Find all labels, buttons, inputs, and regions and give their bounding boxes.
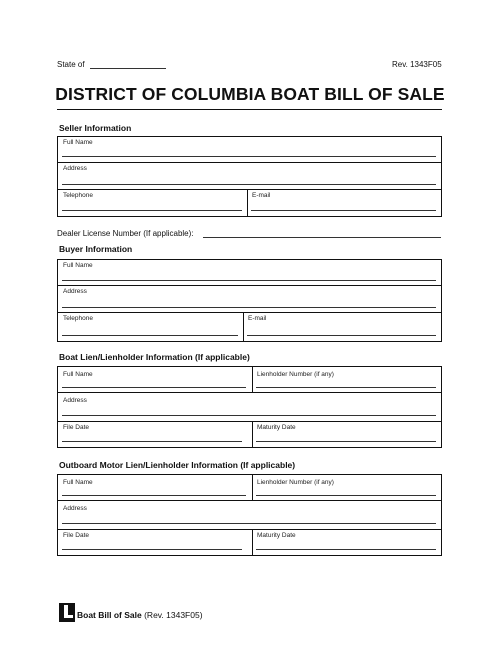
boat-lien-maturity-date-field[interactable] xyxy=(256,441,436,442)
motor-lien-lienholder-number-field[interactable] xyxy=(256,495,436,496)
seller-full-name-label: Full Name xyxy=(63,139,93,146)
seller-heading: Seller Information xyxy=(59,123,132,133)
buyer-telephone-field[interactable] xyxy=(62,335,238,336)
motor-lien-lienholder-number-label: Lienholder Number (if any) xyxy=(257,479,334,486)
motor-lien-address-label: Address xyxy=(63,505,87,512)
seller-box xyxy=(57,136,442,217)
buyer-email-label: E-mail xyxy=(248,315,267,322)
boat-lien-full-name-field[interactable] xyxy=(62,387,246,388)
boat-lien-heading: Boat Lien/Lienholder Information (If applicable) xyxy=(59,352,250,362)
state-input-line[interactable] xyxy=(90,68,166,69)
title-rule xyxy=(57,109,442,110)
buyer-telephone-label: Telephone xyxy=(63,315,93,322)
revision-label: Rev. 1343F05 xyxy=(392,60,442,69)
footer-revision: (Rev. 1343F05) xyxy=(144,610,203,620)
seller-address-label: Address xyxy=(63,165,87,172)
footer-text xyxy=(77,610,203,620)
boat-lien-file-date-label: File Date xyxy=(63,424,90,431)
boat-lien-full-name-label: Full Name xyxy=(63,371,93,378)
motor-lien-file-date-label: File Date xyxy=(63,532,90,539)
dealer-license-field[interactable] xyxy=(203,237,441,238)
buyer-box xyxy=(57,259,442,342)
motor-lien-box xyxy=(57,474,442,556)
motor-lien-address-field[interactable] xyxy=(62,523,436,524)
seller-telephone-field[interactable] xyxy=(62,210,242,211)
boat-lien-lienholder-number-label: Lienholder Number (if any) xyxy=(257,371,334,378)
boat-lien-file-date-field[interactable] xyxy=(62,441,242,442)
boat-lien-address-field[interactable] xyxy=(62,415,436,416)
motor-lien-full-name-label: Full Name xyxy=(63,479,93,486)
buyer-email-field[interactable] xyxy=(247,335,436,336)
seller-address-field[interactable] xyxy=(62,184,436,185)
seller-email-field[interactable] xyxy=(251,210,436,211)
buyer-full-name-label: Full Name xyxy=(63,262,93,269)
buyer-address-field[interactable] xyxy=(62,307,436,308)
motor-lien-maturity-date-label: Maturity Date xyxy=(257,532,296,539)
buyer-full-name-field[interactable] xyxy=(62,280,436,281)
seller-full-name-field[interactable] xyxy=(62,156,436,157)
buyer-heading: Buyer Information xyxy=(59,244,133,254)
seller-email-label: E-mail xyxy=(252,192,271,199)
boat-lien-box xyxy=(57,366,442,448)
document-title: DISTRICT OF COLUMBIA BOAT BILL OF SALE xyxy=(55,84,445,104)
seller-telephone-label: Telephone xyxy=(63,192,93,199)
motor-lien-full-name-field[interactable] xyxy=(62,495,246,496)
state-label: State of xyxy=(57,60,85,69)
dealer-license-label: Dealer License Number (If applicable): xyxy=(57,229,194,238)
motor-lien-file-date-field[interactable] xyxy=(62,549,242,550)
brand-logo-icon xyxy=(59,603,75,622)
footer-title: Boat Bill of Sale xyxy=(77,610,142,620)
boat-lien-maturity-date-label: Maturity Date xyxy=(257,424,296,431)
boat-lien-address-label: Address xyxy=(63,397,87,404)
buyer-address-label: Address xyxy=(63,288,87,295)
motor-lien-heading: Outboard Motor Lien/Lienholder Information (If applicable) xyxy=(59,460,296,470)
motor-lien-maturity-date-field[interactable] xyxy=(256,549,436,550)
boat-lien-lienholder-number-field[interactable] xyxy=(256,387,436,388)
